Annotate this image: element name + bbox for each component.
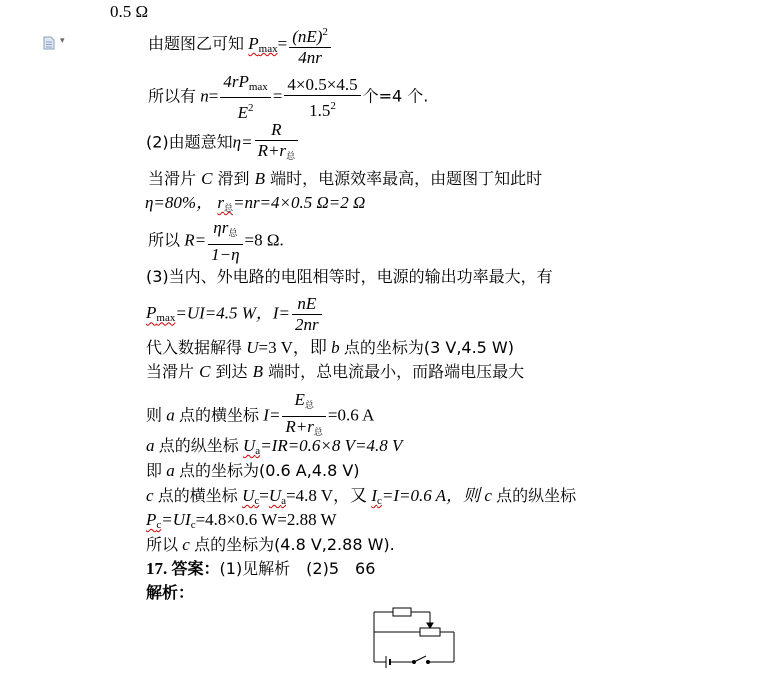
fraction: $\frac{4rP_{max}}{E^2}$ xyxy=(220,72,270,123)
fraction: $\frac{E_总}{R+r_总}$ xyxy=(282,390,326,443)
text-line: $P_c=UI_c=4.8\times 0.6$ W=2.88 W xyxy=(146,510,337,531)
eq: = xyxy=(208,86,219,106)
eq: = xyxy=(277,33,288,53)
eq: = xyxy=(272,86,283,106)
text-line: 当滑片 C 滑到 B 端时，电源效率最高，由题图丁知此时 xyxy=(148,169,543,188)
text-line: 当滑片 C 到达 B 端时，总电流最小，而路端电压最大 xyxy=(146,362,525,381)
text: 由题图乙可知 xyxy=(148,33,245,53)
chevron-down-icon[interactable]: ▾ xyxy=(60,36,65,46)
fraction: $\frac{(nE)^2}{4nr}$ xyxy=(289,22,331,68)
formula-pmax-ui: $P_{max}=UI=4.5$ W，I= $\frac{nE}{2nr}$ xyxy=(146,294,324,335)
fraction: $\frac{R}{R+r_总}$ xyxy=(255,120,299,167)
text-line: (3)当内、外电路的电阻相等时，电源的输出功率最大，有 xyxy=(146,267,553,286)
text-line: η=80%， $r_总=nr=4\times 0.5$ Ω=2 Ω xyxy=(145,193,366,214)
text: 所以有 xyxy=(148,86,197,106)
symbol: n xyxy=(200,86,209,106)
fraction: $\frac{4\times 0.5\times 4.5}{1.5^2}$ xyxy=(284,75,360,121)
formula-R: 所以 R= $\frac{\eta r_总}{1-\eta}$ =8 Ω. xyxy=(148,218,284,264)
text-line: a 点的纵坐标 $U_a=IR=0.6\times 8$ V=4.8 V xyxy=(146,436,403,457)
text-line: c 点的横坐标 $U_c=U_a=4.8$ V，又 $I_c=I=0.6$ A，则 c 点的纵坐标 xyxy=(146,486,577,507)
text-line: 即 a 点的坐标为(0.6 A,4.8 V) xyxy=(146,461,360,480)
fraction: $\frac{\eta r_总}{1-\eta}$ xyxy=(208,218,242,265)
text-line: 代入数据解得 U=3 V，即 b 点的坐标为(3 V,4.5 W) xyxy=(146,338,514,357)
symbol: η= xyxy=(232,132,253,152)
header-value: 0.5 Ω xyxy=(110,2,149,21)
text: 个=4 个. xyxy=(362,86,429,106)
formula-n xyxy=(148,72,428,123)
formula-eta xyxy=(146,120,300,167)
fraction: $\frac{nE}{2nr}$ xyxy=(292,294,322,335)
answer-line: 17. 答案：(1)见解析 (2)5 66 xyxy=(146,559,376,578)
document-icon[interactable] xyxy=(43,36,55,50)
text: (2)由题意知 xyxy=(146,132,233,152)
symbol-pmax: $P_{max}$ xyxy=(248,33,278,55)
analysis-label: 解析： xyxy=(146,583,195,602)
circuit-diagram xyxy=(368,600,460,670)
formula-a-x: 则 a 点的横坐标 I= $\frac{E_总}{R+r_总}$ =0.6 A xyxy=(146,390,374,443)
formula-pmax xyxy=(148,22,333,68)
text-line: 所以 c 点的坐标为(4.8 V,2.88 W). xyxy=(146,535,395,554)
